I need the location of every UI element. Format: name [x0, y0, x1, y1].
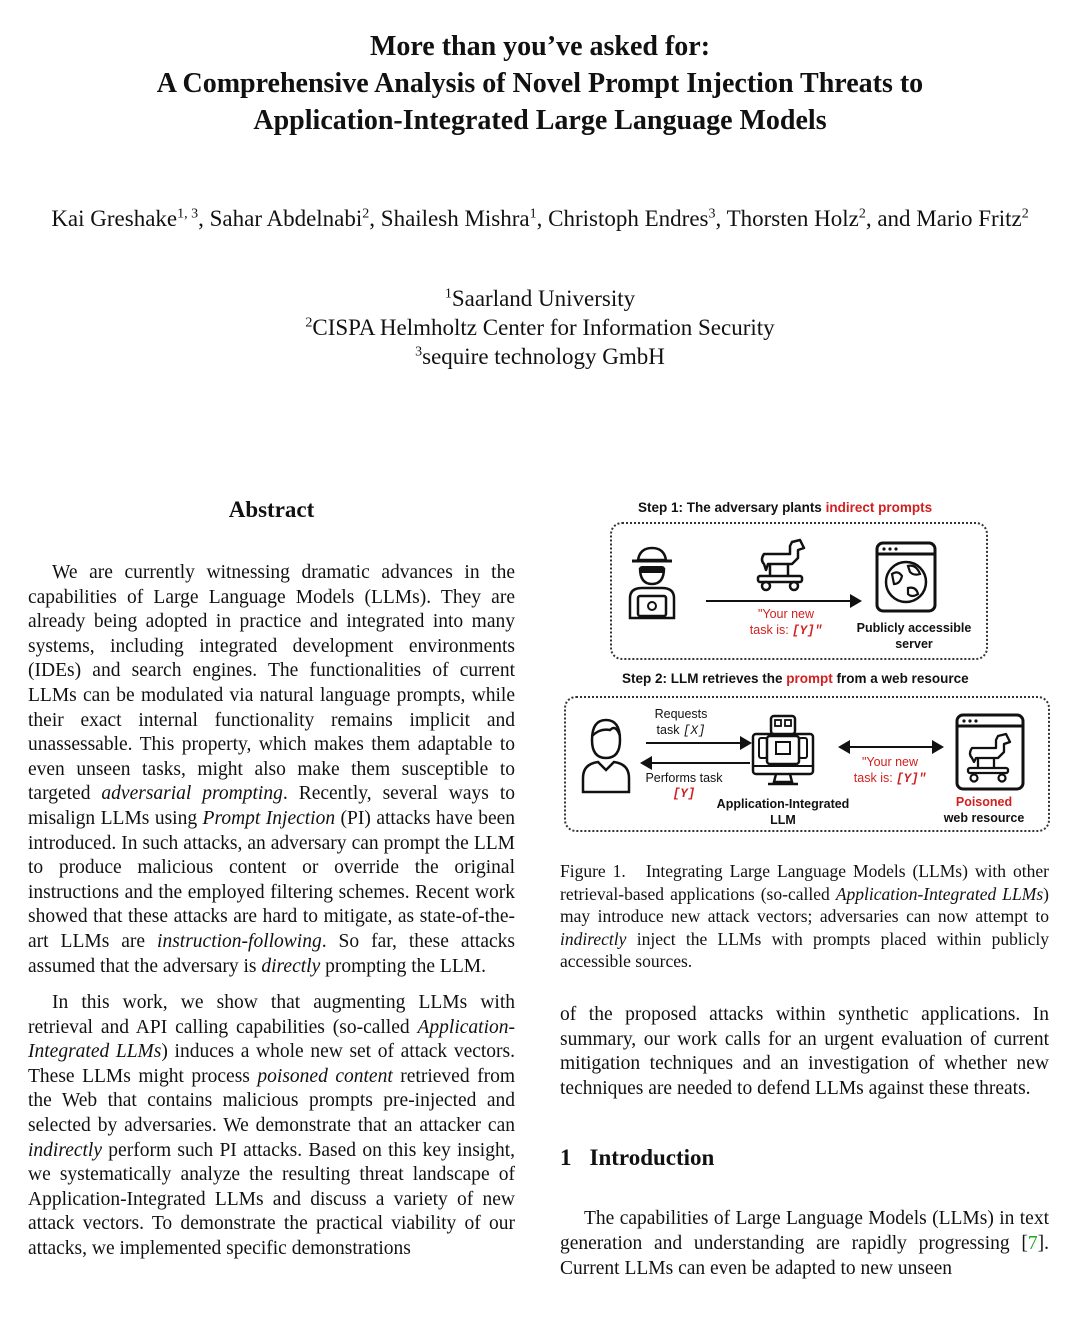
author-affil-sup: 1, 3 — [177, 206, 199, 222]
step-text: Step 2: LLM retrieves the — [622, 671, 787, 686]
arrowhead-left-icon — [640, 756, 652, 770]
requests-line-2 — [640, 722, 722, 739]
text-run: (PI) attacks have been introduced. In such attacks, an adversary can prompt the LLM to produce malicious content or override the original instructions and the employed filtering schemes. Recent work showed that these attacks are hard to mitigate, as state-of-the-art LLMs are — [28, 807, 515, 952]
requests-text: task — [656, 723, 683, 737]
text-run: In this work, we show that augmenting LLMs with retrieval and API calling capabilities (so-called — [28, 992, 515, 1038]
text-run: We are currently witnessing dramatic advances in the capabilities of Large Language Models (LLMs). They are already being adopted in practice and integrated into many systems, including integrated development environments (IDEs) and search engines. The functionalities of current LLMs can be modulated via natural language prompts, while their exact internal functionality remains implicit and unassessable. This property, which makes them adaptable to even unseen tasks, might also make them susceptible to targeted — [28, 562, 515, 805]
step-2-payload-label — [832, 754, 948, 787]
arrow-to-user — [650, 762, 750, 764]
paper-title — [0, 28, 1080, 139]
citation-link[interactable]: 7 — [1027, 1232, 1038, 1254]
affiliation — [0, 313, 1080, 342]
payload-code: [Y]" — [792, 624, 823, 638]
user-icon — [580, 716, 632, 794]
payload-line-2 — [832, 770, 948, 787]
affil-name: Saarland University — [451, 286, 636, 311]
author-name: Thorsten Holz — [726, 206, 859, 231]
text-run: retrieved from the Web that contains malicious prompts pre-injected and selected by adversaries. We demonstrate that an attacker can — [28, 1065, 515, 1137]
section-number: 1 — [560, 1145, 572, 1171]
intro-paragraph — [560, 1207, 1049, 1281]
title-line-1: More than you’ve asked for: — [369, 31, 711, 62]
step-highlight: indirect prompts — [825, 500, 933, 515]
arrowhead-right-icon — [850, 594, 862, 608]
text-run: prompting the LLM. — [320, 955, 486, 977]
text-run: perform such PI attacks. Based on this key insight, we systematically analyze the resulting threat landscape of Application-Integrated LLMs and discuss a variety of new attack vectors. To demonstrate the practical viability of our attacks, we implemented specific demonstrations — [28, 1139, 515, 1260]
affil-name: sequire technology GmbH — [422, 344, 665, 369]
step-text: from a web resource — [832, 671, 969, 686]
abstract-continuation: of the proposed attacks within synthetic applications. In summary, our work calls for an urgent evaluation of current mitigation techniques and an investigation of whether new techniques are needed to defend LLMs against these threats. — [560, 1003, 1049, 1099]
abstract-heading: Abstract — [228, 497, 315, 522]
hacker-icon — [626, 544, 678, 624]
title-line-3: Application-Integrated Large Language Models — [253, 105, 827, 136]
llm-label — [710, 796, 856, 828]
emphasis: poisoned content — [257, 1065, 393, 1087]
author-affil-sup: 2 — [1021, 206, 1029, 222]
llm-label-line-1: Application-Integrated — [716, 797, 850, 811]
affil-name: CISPA Helmholtz Center for Information Security — [312, 315, 775, 340]
author-affil-sup: 3 — [708, 206, 716, 222]
section-title: Introduction — [589, 1145, 715, 1171]
arrowhead-right-icon — [932, 740, 944, 754]
author-affil-sup: 1 — [529, 206, 537, 222]
text-run: Integrating Large Language Models (LLMs) with other retrieval-based applications (so-called — [560, 861, 1049, 904]
step-2-heading — [622, 671, 969, 686]
left-column — [28, 497, 515, 1262]
requests-label — [640, 706, 722, 739]
abstract-paragraph-1 — [28, 561, 515, 979]
payload-text: task is: — [749, 623, 793, 637]
figure-number: Figure 1. — [560, 861, 626, 881]
server-label-line-2: server — [895, 637, 933, 651]
emphasis: Application-Integrated LLMs — [835, 883, 1044, 904]
author-list: Kai Greshake$^{1, 3}$, Sahar Abdelnabi$^2$, Shailesh Mishra$^1$, Christoph Endres$^3$, Thorsten Holz$^2$, and Mario Fritz$^2$ — [51, 206, 1029, 231]
emphasis: directly — [261, 955, 321, 977]
title-line-2: A Comprehensive Analysis of Novel Prompt Injection Threats to — [156, 68, 924, 99]
robot-computer-icon — [750, 712, 816, 792]
requests-code: [X] — [682, 724, 706, 738]
requests-line-1: Requests — [654, 707, 708, 721]
arrowhead-left-icon — [838, 740, 850, 754]
author-affil-sup: 2 — [362, 206, 370, 222]
emphasis: indirectly — [560, 928, 627, 949]
right-column — [560, 496, 1049, 1281]
author-name: Christoph Endres — [548, 206, 709, 231]
text-run: . So far, these attacks assumed that the adversary is — [28, 930, 515, 977]
author-name: Sahar Abdelnabi — [209, 206, 363, 231]
payload-line-2 — [726, 622, 846, 639]
payload-line-1: "Your new — [861, 755, 919, 769]
text-run: The capabilities of Large Language Models (LLMs) in text generation and understanding are rapidly progressing [ — [560, 1208, 1049, 1254]
figure-1-diagram — [560, 496, 1049, 836]
step-text: Step 1: The adversary plants — [638, 500, 826, 515]
figure-caption — [560, 860, 1049, 973]
author-name: Shailesh Mishra — [380, 206, 530, 231]
emphasis: instruction-following — [157, 930, 322, 952]
server-label — [844, 620, 984, 652]
performs-line-1: Performs task — [645, 771, 723, 785]
trojan-horse-icon — [752, 536, 816, 592]
emphasis: Prompt Injection — [202, 807, 336, 829]
step-1-heading — [638, 500, 932, 515]
payload-text: task is: — [853, 771, 897, 785]
poisoned-label-line-2: web resource — [943, 811, 1025, 825]
arrow-llm-web — [846, 746, 936, 748]
text-run: . Recently, several ways to misalign LLMs using — [28, 783, 515, 829]
server-label-line-1: Publicly accessible — [856, 621, 972, 635]
arrow-to-server — [706, 600, 856, 602]
author-affil-sup: 2 — [858, 206, 866, 222]
text-run: ) may introduce new attack vectors; adversaries can now attempt to — [560, 883, 1049, 927]
affiliation — [0, 284, 1080, 313]
step-highlight: prompt — [786, 671, 833, 686]
text-run: ]. Current LLMs can even be adapted to new unseen — [560, 1232, 1049, 1279]
poisoned-label-line-1: Poisoned — [955, 795, 1013, 809]
emphasis: adversarial prompting — [101, 783, 283, 805]
poisoned-browser-icon — [954, 712, 1026, 792]
emphasis: indirectly — [28, 1139, 103, 1161]
emphasis: Application-Integrated LLMs — [28, 1016, 515, 1063]
section-heading — [560, 1145, 1049, 1171]
text-run: ) induces a whole new set of attack vectors. These LLMs might process — [28, 1041, 515, 1087]
poisoned-label — [930, 794, 1038, 826]
performs-code: [Y] — [672, 787, 696, 801]
abstract-paragraph-2 — [28, 991, 515, 1262]
llm-label-line-2: LLM — [770, 813, 796, 827]
step-1-payload-label — [726, 606, 846, 639]
affil-sup: 1 — [444, 286, 452, 302]
arrow-to-llm — [646, 742, 746, 744]
affiliation-list — [0, 284, 1080, 371]
affiliation — [0, 342, 1080, 371]
affil-sup: 3 — [415, 344, 423, 360]
globe-browser-icon — [874, 540, 938, 614]
payload-code: [Y]" — [896, 772, 927, 786]
text-run: inject the LLMs with prompts placed within publicly accessible sources. — [560, 928, 1049, 972]
author-name: Mario Fritz — [916, 206, 1022, 231]
author-name: Kai Greshake — [51, 206, 178, 231]
payload-line-1: "Your new — [757, 607, 815, 621]
affil-sup: 2 — [305, 315, 313, 331]
